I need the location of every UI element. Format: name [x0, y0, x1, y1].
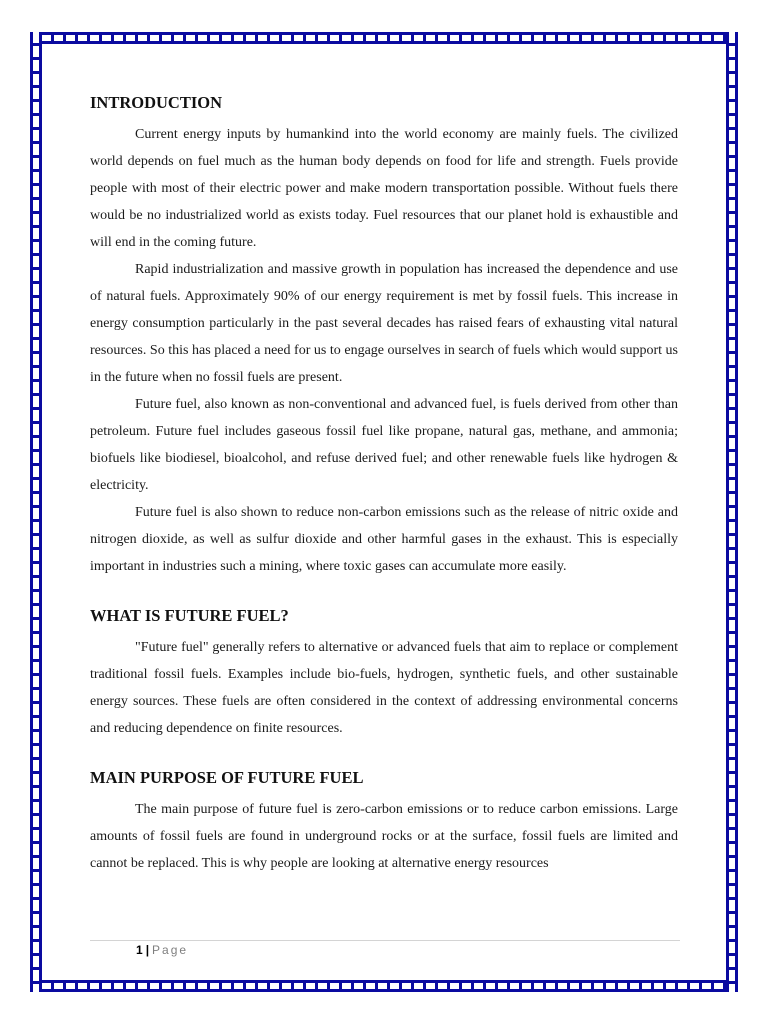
footer-divider [90, 940, 680, 941]
page-label: Page [152, 943, 189, 957]
section-main-purpose [90, 768, 678, 877]
paragraph: Rapid industrialization and massive growth in population has increased the dependence and use of natural fuels. Approximately 90% of our energy requirement is met by fossil fuels. This increase in energy consumption particularly in the past several decades has raised fears of exhausting vital natural resources. So this has placed a need for us to engage ourselves in search of fuels which would support us in the future when no fossil fuels are present. [90, 262, 678, 385]
section-what-is-future-fuel [90, 606, 678, 742]
document-body [90, 93, 678, 877]
page-footer [136, 943, 188, 957]
page-border-left [30, 32, 42, 992]
paragraph: "Future fuel" generally refers to alternative or advanced fuels that aim to replace or complement traditional fossil fuels. Examples include bio-fuels, hydrogen, synthetic fuels, and other sustainable energy sources. These fuels are often considered in the context of addressing environmental concerns and reducing dependence on finite resources. [90, 640, 678, 736]
section-heading: WHAT IS FUTURE FUEL? [90, 606, 289, 625]
footer-separator: | [145, 943, 151, 957]
section-introduction [90, 93, 678, 580]
paragraph: Future fuel is also shown to reduce non-carbon emissions such as the release of nitric oxide and nitrogen dioxide, as well as sulfur dioxide and other harmful gases in the exhaust. This is especially important in industries such a mining, where toxic gases can accumulate more easily. [90, 505, 678, 574]
page-border-right [726, 32, 738, 992]
paragraph: Future fuel, also known as non-conventional and advanced fuel, is fuels derived from other than petroleum. Future fuel includes gaseous fossil fuel like propane, natural gas, methane, and ammonia; biofuels like biodiesel, bioalcohol, and refuse derived fuel; and other renewable fuels like hydrogen & electricity. [90, 397, 678, 493]
page-border-bottom [30, 980, 738, 992]
section-heading: INTRODUCTION [90, 93, 223, 112]
section-heading: MAIN PURPOSE OF FUTURE FUEL [90, 768, 364, 787]
paragraph: The main purpose of future fuel is zero-carbon emissions or to reduce carbon emissions. Large amounts of fossil fuels are found in underground rocks or at the surface, fossil fuels are limited and cannot be replaced. This is why people are looking at alternative energy resources [90, 802, 678, 871]
paragraph: Current energy inputs by humankind into the world economy are mainly fuels. The civilized world depends on fuel much as the human body depends on food for life and strength. Fuels provide people with most of their electric power and make modern transportation possible. Without fuels there would be no industrialized world as exists today. Fuel resources that our planet hold is exhaustible and will end in the coming future. [90, 127, 678, 250]
page-number: 1 [136, 943, 144, 957]
page-border-top [30, 32, 738, 44]
